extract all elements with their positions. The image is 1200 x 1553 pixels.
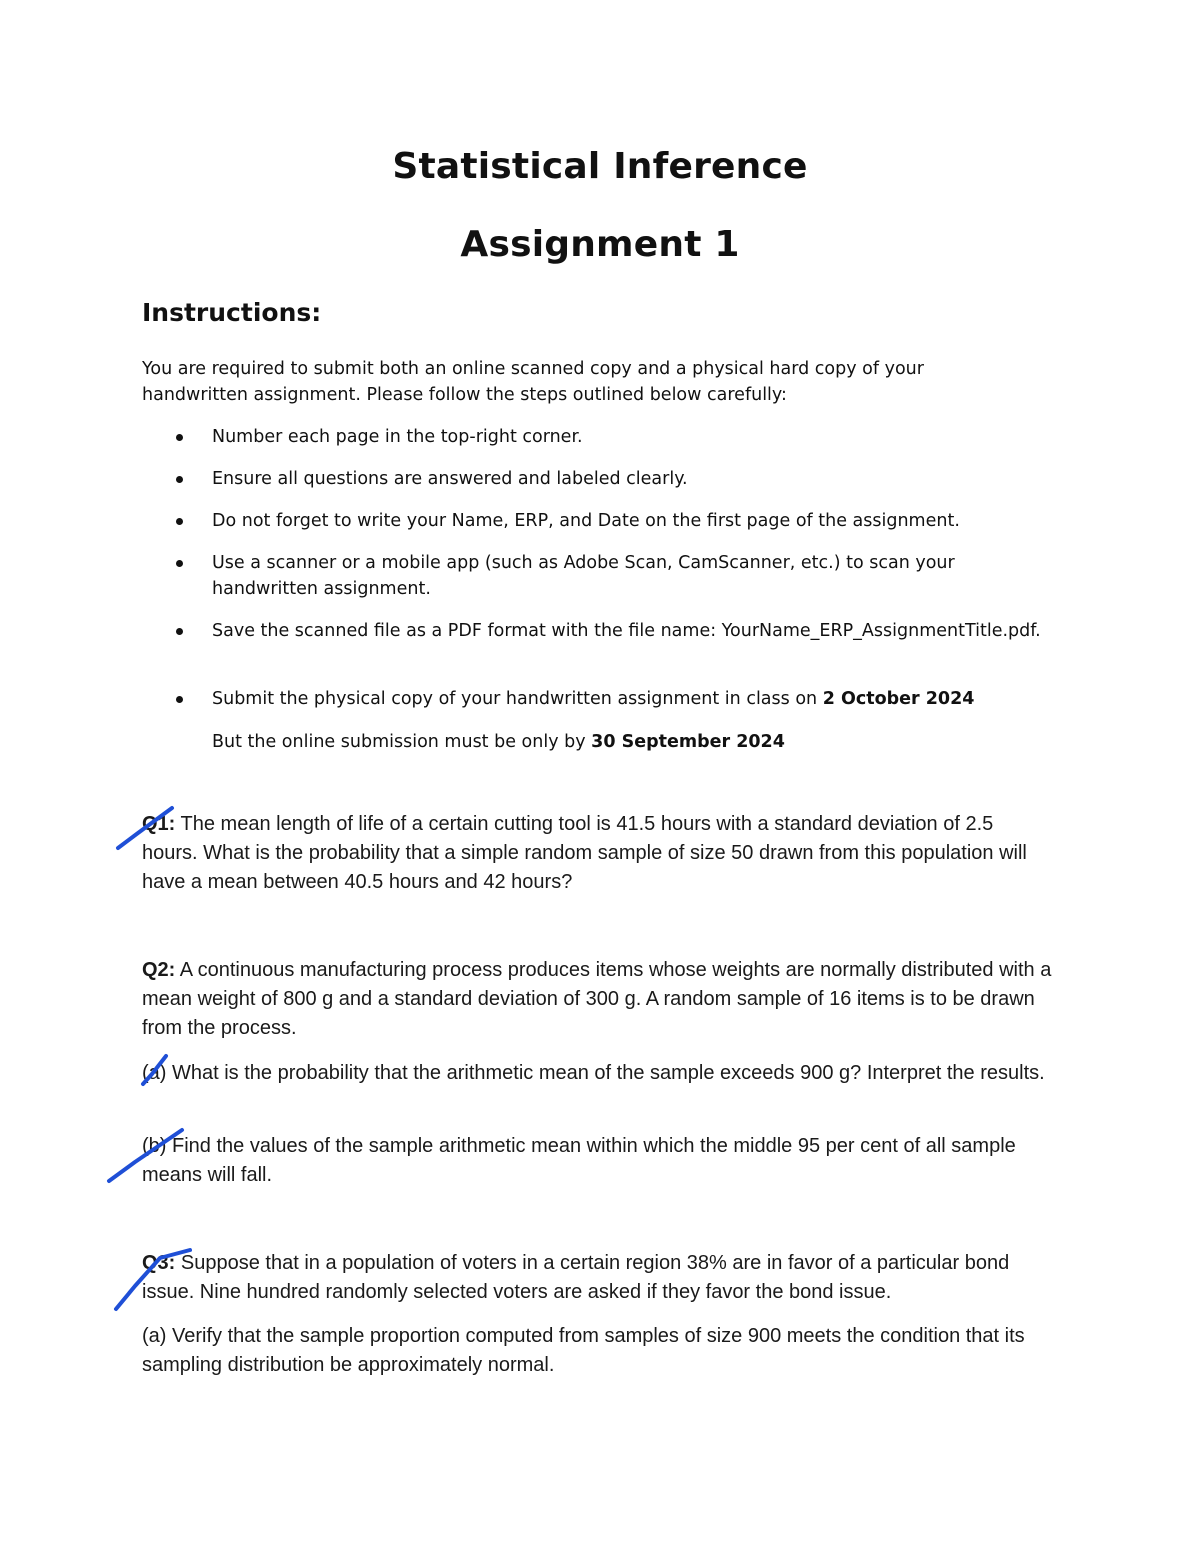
bullet-icon: [176, 560, 183, 567]
instruction-text: Number each page in the top-right corner.: [212, 427, 583, 447]
instruction-text: Do not forget to write your Name, ERP, and Date on the first page of the assignment.: [212, 511, 960, 531]
question-label: Q3:: [142, 1252, 176, 1274]
bullet-icon: [176, 696, 183, 703]
question-text: The mean length of life of a certain cutting tool is 41.5 hours with a standard deviation of 2.5 hours. What is the probability that a simple random sample of size 50 drawn from this population will have a mean between 40.5 hours and 42 hours?: [142, 813, 1027, 893]
instructions-heading: Instructions:: [142, 298, 322, 327]
question-2-part-b: (b) Find the values of the sample arithmetic mean within which the middle 95 per cent of all sample means will fall.: [142, 1135, 1016, 1186]
course-title: Statistical Inference: [392, 146, 808, 187]
question-1: [142, 810, 1052, 897]
question-text: A continuous manufacturing process produces items whose weights are normally distributed with a mean weight of 800 g and a standard deviation of 300 g. A random sample of 16 items is to be drawn from the process.: [142, 959, 1052, 1039]
instruction-text: Submit the physical copy of your handwritten assignment in class on: [212, 689, 823, 709]
instruction-item: [212, 466, 1042, 492]
instruction-item: [212, 424, 1042, 450]
bullet-icon: [176, 628, 183, 635]
online-deadline-note: [212, 729, 1042, 755]
instruction-text: Save the scanned file as a PDF format with the file name: YourName_ERP_AssignmentTitle.pdf.: [212, 621, 1041, 641]
question-label: Q1:: [142, 813, 176, 835]
online-deadline: 30 September 2024: [591, 732, 785, 752]
bullet-icon: [176, 476, 183, 483]
instructions-intro: You are required to submit both an online scanned copy and a physical hard copy of your handwritten assignment. Please follow the steps outlined below carefully:: [142, 359, 924, 405]
instruction-text: Use a scanner or a mobile app (such as Adobe Scan, CamScanner, etc.) to scan your handwritten assignment.: [212, 553, 955, 599]
assignment-title: Assignment 1: [460, 224, 740, 265]
instruction-item: [212, 550, 1042, 602]
instruction-item: [212, 686, 1042, 712]
question-3: [142, 1249, 1052, 1307]
instruction-item: [212, 618, 1042, 644]
online-note-text: But the online submission must be only by: [212, 732, 592, 752]
instruction-item: [212, 508, 1042, 534]
bullet-icon: [176, 434, 183, 441]
question-label: Q2:: [142, 959, 176, 981]
question-3-part-a: (a) Verify that the sample proportion computed from samples of size 900 meets the condition that its sampling distribution be approximately normal.: [142, 1325, 1025, 1376]
instruction-text: Ensure all questions are answered and labeled clearly.: [212, 469, 688, 489]
question-2-part-a: (a) What is the probability that the arithmetic mean of the sample exceeds 900 g? Interpret the results.: [142, 1062, 1045, 1084]
question-text: Suppose that in a population of voters in a certain region 38% are in favor of a particular bond issue. Nine hundred randomly selected voters are asked if they favor the bond issue.: [142, 1252, 1010, 1303]
bullet-icon: [176, 518, 183, 525]
physical-deadline: 2 October 2024: [822, 689, 975, 709]
question-2: [142, 956, 1052, 1043]
